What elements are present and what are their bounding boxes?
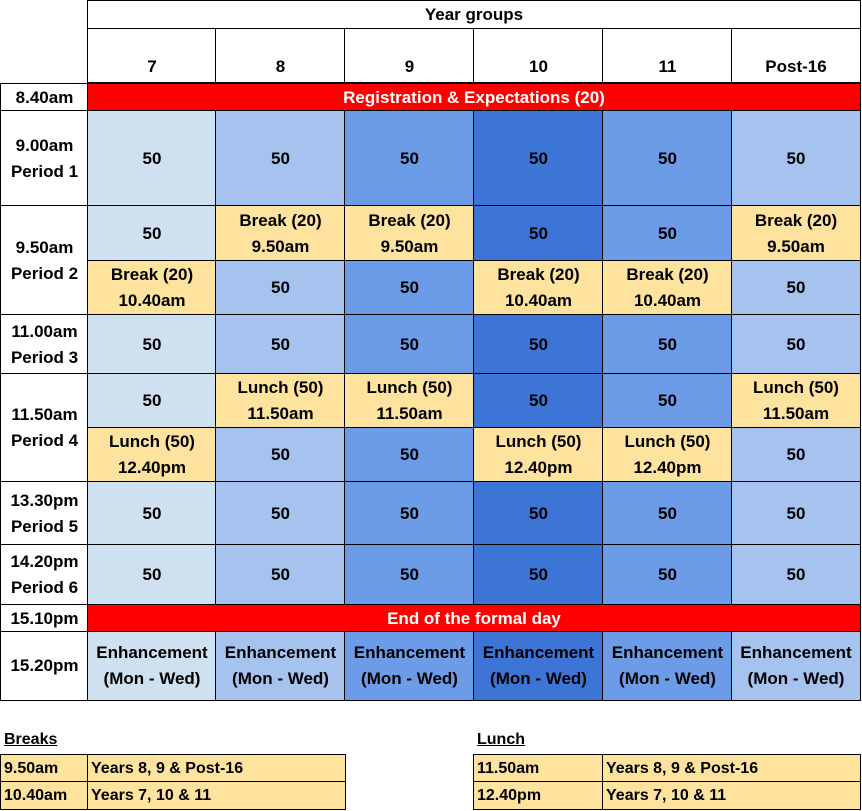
breaks-legend-time-1: 9.50am	[0, 754, 89, 783]
p2a-y9-break: Break (20) 9.50am	[344, 205, 475, 262]
year-header-8: 8	[215, 28, 346, 83]
breaks-legend-time-2: 10.40am	[0, 781, 89, 810]
lunch-legend-title: Lunch	[477, 731, 525, 748]
breaks-legend-groups-1: Years 8, 9 & Post-16	[87, 754, 346, 783]
p4a-y9-lunch: Lunch (50) 11.50am	[344, 373, 475, 429]
lunch-legend-groups-1: Years 8, 9 & Post-16	[602, 754, 861, 783]
p2a-post16-break: Break (20) 9.50am	[731, 205, 861, 262]
p4b-y7-lunch: Lunch (50) 12.40pm	[87, 427, 217, 483]
p5-y10: 50	[473, 481, 604, 546]
time-period-5: 13.30pm Period 5	[0, 481, 89, 546]
p2b-y8: 50	[215, 260, 346, 316]
p5-y7: 50	[87, 481, 217, 546]
p6-post16: 50	[731, 544, 861, 606]
p3-y8: 50	[215, 314, 346, 375]
registration-banner: Registration & Expectations (20)	[87, 83, 861, 112]
p2a-y8-break: Break (20) 9.50am	[215, 205, 346, 262]
enh-y9: Enhancement (Mon - Wed)	[344, 631, 475, 701]
end-banner: End of the formal day	[87, 604, 861, 633]
time-end: 15.10pm	[0, 604, 89, 633]
p1-y11: 50	[602, 110, 733, 207]
p1-y10: 50	[473, 110, 604, 207]
p3-y11: 50	[602, 314, 733, 375]
p6-y8: 50	[215, 544, 346, 606]
p2a-y7: 50	[87, 205, 217, 262]
lunch-legend-groups-2: Years 7, 10 & 11	[602, 781, 861, 810]
year-groups-title: Year groups	[424, 5, 524, 24]
lunch-legend-time-1: 11.50am	[473, 754, 604, 783]
p6-y9: 50	[344, 544, 475, 606]
p3-y10: 50	[473, 314, 604, 375]
time-registration: 8.40am	[0, 83, 89, 112]
p3-post16: 50	[731, 314, 861, 375]
enh-y8: Enhancement (Mon - Wed)	[215, 631, 346, 701]
breaks-legend-groups-2: Years 7, 10 & 11	[87, 781, 346, 810]
p2b-y7-break: Break (20) 10.40am	[87, 260, 217, 316]
p2b-post16: 50	[731, 260, 861, 316]
year-header-11: 11	[602, 28, 733, 83]
time-period-2: 9.50am Period 2	[0, 205, 89, 316]
p5-y8: 50	[215, 481, 346, 546]
year-header-9: 9	[344, 28, 475, 83]
p4a-post16-lunch: Lunch (50) 11.50am	[731, 373, 861, 429]
p2b-y11-break: Break (20) 10.40am	[602, 260, 733, 316]
p3-y7: 50	[87, 314, 217, 375]
time-period-6: 14.20pm Period 6	[0, 544, 89, 606]
p6-y10: 50	[473, 544, 604, 606]
p4b-y8: 50	[215, 427, 346, 483]
year-header-post16: Post-16	[731, 28, 861, 83]
enh-y7: Enhancement (Mon - Wed)	[87, 631, 217, 701]
p4a-y11: 50	[602, 373, 733, 429]
p4b-post16: 50	[731, 427, 861, 483]
year-header-7: 7	[87, 28, 217, 83]
p4b-y9: 50	[344, 427, 475, 483]
p4b-y10-lunch: Lunch (50) 12.40pm	[473, 427, 604, 483]
enh-y11: Enhancement (Mon - Wed)	[602, 631, 733, 701]
year-header-10: 10	[473, 28, 604, 83]
time-enhancement: 15.20pm	[0, 631, 89, 701]
enh-post16: Enhancement (Mon - Wed)	[731, 631, 861, 701]
p4a-y7: 50	[87, 373, 217, 429]
p4b-y11-lunch: Lunch (50) 12.40pm	[602, 427, 733, 483]
p2b-y10-break: Break (20) 10.40am	[473, 260, 604, 316]
enh-y10: Enhancement (Mon - Wed)	[473, 631, 604, 701]
p2a-y11: 50	[602, 205, 733, 262]
time-period-3: 11.00am Period 3	[0, 314, 89, 375]
p4a-y10: 50	[473, 373, 604, 429]
p1-y7: 50	[87, 110, 217, 207]
p5-y9: 50	[344, 481, 475, 546]
p3-y9: 50	[344, 314, 475, 375]
year-groups-header	[87, 0, 861, 30]
p6-y11: 50	[602, 544, 733, 606]
lunch-legend-time-2: 12.40pm	[473, 781, 604, 810]
p5-post16: 50	[731, 481, 861, 546]
p2b-y9: 50	[344, 260, 475, 316]
time-period-4: 11.50am Period 4	[0, 373, 89, 483]
p5-y11: 50	[602, 481, 733, 546]
p2a-y10: 50	[473, 205, 604, 262]
p1-post16: 50	[731, 110, 861, 207]
p4a-y8-lunch: Lunch (50) 11.50am	[215, 373, 346, 429]
time-period-1: 9.00am Period 1	[0, 110, 89, 207]
p1-y8: 50	[215, 110, 346, 207]
p1-y9: 50	[344, 110, 475, 207]
p6-y7: 50	[87, 544, 217, 606]
breaks-legend-title: Breaks	[4, 731, 58, 748]
